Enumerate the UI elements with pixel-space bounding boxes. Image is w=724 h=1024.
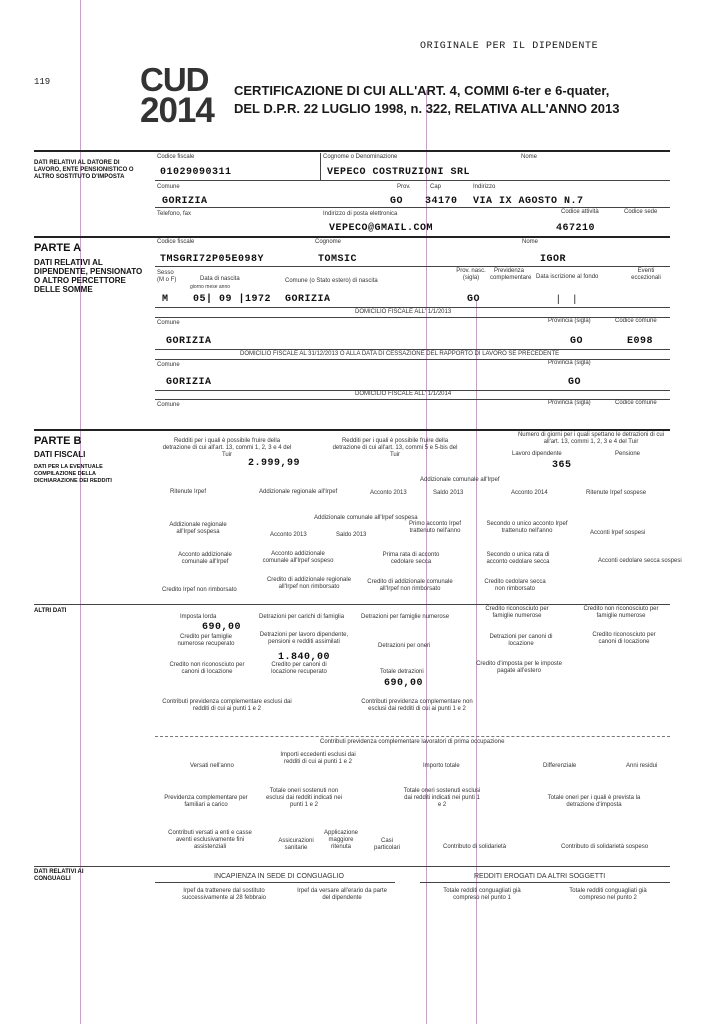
a-dom3-codice-label: Codice comune	[615, 400, 657, 406]
a-dom2-prov-value: GO	[568, 377, 582, 388]
ad-detr-oneri-label: Detrazioni per oneri	[378, 643, 431, 649]
b-credito-add-com-label: Credito di addizionale comunale all'Irpef non rimborsato	[367, 579, 453, 592]
ad-credito-famiglie-label: Credito riconosciuto per famiglie numerose	[485, 606, 549, 619]
parte-a-title: PARTE A	[34, 242, 82, 254]
a-eventi-label: Eventi eccezionali	[631, 268, 661, 281]
b-pensione-label: Pensione	[615, 451, 641, 457]
datore-prov-value: GO	[390, 196, 404, 207]
datore-indirizzo-value: VIA IX AGOSTO N.7	[473, 196, 584, 207]
ad-detr-carichi-label: Detrazioni per carichi di famiglia	[259, 614, 345, 620]
ad-anni-residui-label: Anni residui	[626, 763, 658, 769]
ad-contributi-casse-label: Contributi versati a enti e casse aventi esclusivamente fini assistenziali	[168, 830, 252, 850]
ad-contributi-label: Contributi previdenza complementare esclusi dai redditi di cui ai punti 1 e 2	[162, 699, 292, 712]
a-cognome-value: TOMSIC	[318, 254, 358, 265]
ad-assicurazioni-label: Assicurazioni sanitarie	[278, 838, 314, 851]
a-dom1-prov-value: GO	[570, 336, 584, 347]
form-title	[234, 82, 620, 118]
rule	[320, 153, 321, 181]
ad-importi-eccedenti-label: Importi eccedenti esclusi dai redditi di cui ai punti 1 e 2	[280, 752, 356, 765]
datore-email-value: VEPECO@GMAIL.COM	[329, 223, 434, 234]
b-f2-label: Redditi per i quali è possibile fruire della detrazione di cui all'art. 13, commi 5 e 5-bis del Tuir	[332, 438, 458, 458]
datore-indirizzo-label: Indirizzo	[473, 184, 496, 190]
ad-totale-detr-value: 690,00	[384, 678, 424, 689]
a-dom2-comune-value: GORIZIA	[166, 377, 212, 388]
b-credito-irpef-label: Credito Irpef non rimborsato	[162, 587, 237, 593]
cg-incapienza-header: INCAPIENZA IN SEDE DI CONGUAGLIO	[214, 873, 344, 880]
title-line2: DEL D.P.R. 22 LUGLIO 1998, n. 322, RELATIVA ALL'ANNO 2013	[234, 101, 620, 116]
datore-sede-label: Codice sede	[624, 209, 658, 215]
ad-credito-estero-label: Credito d'imposta per le imposte pagate all'estero	[476, 661, 562, 674]
cg-totale-redditi-label: Totale redditi conguagliati già compreso nel punto 1	[443, 888, 521, 901]
a-dom3-comune-label: Comune	[157, 402, 180, 408]
ad-imposta-lorda-label: Imposta lorda	[180, 614, 217, 620]
rule	[420, 882, 670, 883]
b-credito-add-reg-label: Credito di addizionale regionale all'Irpef non rimborsato	[266, 577, 352, 590]
ad-totale-oneri-detr-label: Totale oneri per i quali è prevista la detrazione d'imposta	[547, 795, 641, 808]
a-dom3-header: DOMICILIO FISCALE ALL' 1/1/2014	[355, 391, 452, 397]
a-nome-value: IGOR	[540, 254, 567, 265]
a-cf-label: Codice fiscale	[157, 239, 195, 245]
b-add-regionale-label: Addizionale regionale all'Irpef	[259, 489, 338, 495]
cg-totale-redditi2-label: Totale redditi conguagliati già compreso nel punto 2	[569, 888, 647, 901]
datore-cognome-label: Cognome o Denominazione	[323, 154, 398, 160]
a-dom1-codice-label: Codice comune	[615, 318, 657, 324]
b-add-reg-header: Addizionale comunale all'Irpef	[420, 477, 500, 483]
a-dom2-comune-label: Comune	[157, 362, 180, 368]
cud-logo	[140, 61, 220, 130]
datore-side-label: DATI RELATIVI AL DATORE DI LAVORO, ENTE PENSIONISTICO O ALTRO SOSTITUTO D'IMPOSTA	[34, 160, 134, 180]
a-dom1-codice-value: E098	[627, 336, 654, 347]
cg-redditi-header: REDDITI EROGATI DA ALTRI SOGGETTI	[474, 873, 606, 880]
rule	[34, 150, 670, 152]
ad-credito-canoni-non-label: Credito non riconosciuto per canoni di locazione	[169, 662, 245, 675]
rule	[155, 207, 670, 208]
a-data-nascita-value: 05| 09 |1972	[193, 294, 272, 305]
a-cf-value: TMSGRI72P05E098Y	[160, 254, 265, 265]
b-giorni-label: Numero di giorni per i quali spettano le detrazioni di cui all'art. 13, commi 1, 2, 3 e 4 del Tuir	[517, 432, 665, 445]
a-comune-nascita-value: GORIZIA	[285, 294, 331, 305]
page-number: 119	[34, 77, 51, 87]
rule	[155, 180, 670, 181]
logo-year: 2014	[140, 91, 214, 130]
datore-attivita-label: Codice attività	[561, 209, 599, 215]
ad-casi-particolari-label: Casi particolari	[373, 838, 400, 851]
ad-prima-occ-header: Contributi previdenza complementare lavoratori di prima occupazione	[320, 739, 505, 745]
b-lavoro-label: Lavoro dipendente	[512, 451, 562, 457]
a-data-nascita-label: Data di nascita	[200, 276, 240, 282]
a-dom2-prov-label: Provincia (sigla)	[548, 360, 591, 366]
b-seconda-rata-label: Secondo o unica rata di acconto cedolare secca	[486, 552, 550, 565]
title-line1: CERTIFICAZIONE DI CUI ALL'ART. 4, COMMI 6-ter e 6-quater,	[234, 83, 610, 98]
b-acconto-add-com-sosp-label: Acconto addizionale comunale all'Irpef sospeso	[262, 551, 334, 564]
ad-contributo-sol-sospeso-label: Contributo di solidarietà sospeso	[561, 844, 649, 850]
ad-credito-canoni-label: Credito riconosciuto per canoni di locazione	[592, 632, 656, 645]
b-add-com-sospesa-header: Addizionale comunale all'Irpef sospesa	[314, 515, 418, 521]
parte-b-subtitle: DATI FISCALI	[34, 450, 86, 459]
logo-cud: CUD	[140, 61, 209, 98]
b-secondo-acconto-label: Secondo o unico acconto Irpef trattenuto nell'anno	[486, 521, 568, 534]
altri-dati-side-label: ALTRI DATI	[34, 608, 67, 614]
parte-b-title: PARTE B	[34, 435, 82, 447]
datore-telefono-label: Telefono, fax	[157, 211, 192, 217]
ad-credito-fam-recup-label: Credito per famiglie numerose recuperato	[177, 634, 235, 647]
a-iscrizione-label: Data iscrizione al fondo	[536, 274, 599, 280]
parte-b-side-note: DATI PER LA EVENTUALE COMPILAZIONE DELLA DICHIARAZIONE DEI REDDITI	[34, 464, 112, 484]
rule	[155, 882, 395, 883]
b-f1-label: Redditi per i quali è possibile fruire della detrazione di cui all'art. 13, commi 1, 2, 3 e 4 del Tuir	[162, 438, 292, 458]
b-saldo2013-sosp-label: Saldo 2013	[336, 532, 367, 538]
copy-note: ORIGINALE PER IL DIPENDENTE	[420, 41, 599, 52]
rule	[155, 736, 670, 737]
ad-detr-fam-numerose-label: Detrazioni per famiglie numerose	[361, 614, 450, 620]
rule	[155, 307, 670, 308]
rule	[155, 266, 670, 267]
b-saldo2013-label: Saldo 2013	[433, 490, 464, 496]
b-acconto-add-com-label: Acconto addizionale comunale all'Irpef	[178, 552, 232, 565]
datore-prov-label: Prov.	[397, 184, 411, 190]
ad-credito-canoni-recup-label: Credito per canoni di locazione recuperato	[271, 662, 327, 675]
ad-differenziale-label: Differenziale	[543, 763, 577, 769]
b-primo-acconto-label: Primo acconto Irpef trattenuto nell'anno	[408, 521, 462, 534]
ad-totale-detr-label: Totale detrazioni	[380, 669, 424, 675]
ad-totale-oneri-esclusi-label: Totale oneri sostenuti esclusi dai redditi indicati nei punti 1 e 2	[403, 788, 481, 808]
ad-detr-lavoro-value: 1.840,00	[278, 652, 331, 663]
a-prov-nascita-value: GO	[467, 294, 481, 305]
b-add-reg-sospesa-label: Addizionale regionale all'Irpef sospesa	[169, 522, 227, 535]
b-ritenute-label: Ritenute Irpef	[170, 489, 207, 495]
datore-cf-label: Codice fiscale	[157, 154, 195, 160]
cg-irpef-trattenere-label: Irpef da trattenere dal sostituto successivamente al 28 febbraio	[181, 888, 267, 901]
rule	[155, 349, 670, 350]
rule	[34, 236, 670, 238]
a-sesso-value: M	[162, 294, 169, 305]
rule	[34, 866, 670, 867]
a-iscrizione-boxes: | |	[557, 294, 577, 305]
datore-comune-value: GORIZIA	[162, 196, 208, 207]
datore-cap-label: Cap	[430, 184, 442, 190]
rule	[155, 359, 670, 360]
ad-imposta-lorda-value: 690,00	[202, 622, 242, 633]
a-dom1-comune-label: Comune	[157, 320, 180, 326]
cg-irpef-versare-label: Irpef da versare all'erario da parte del dipendente	[297, 888, 387, 901]
ad-detr-canoni-label: Detrazioni per canoni di locazione	[489, 634, 553, 647]
a-dom3-prov-label: Provincia (sigla)	[548, 400, 591, 406]
a-comune-nascita-label: Comune (o Stato estero) di nascita	[285, 278, 378, 284]
rule	[155, 317, 670, 318]
b-acconti-sospesi-label: Acconti Irpef sospesi	[590, 530, 646, 536]
rule	[34, 429, 670, 431]
ad-applicazione-label: Applicazione maggiore ritenuta	[323, 830, 359, 850]
ad-contributo-solidarieta-label: Contributo di solidarietà	[443, 844, 507, 850]
conguaglio-side-label: DATI RELATIVI AI CONGUAGLI	[34, 869, 84, 882]
a-nome-label: Nome	[522, 239, 539, 245]
ad-totale-oneri-non-label: Totale oneri sostenuti non esclusi dai redditi indicati nei punti 1 e 2	[265, 788, 343, 808]
b-acconti-cedolare-label: Acconti cedolare secca sospesi	[598, 558, 682, 564]
datore-comune-label: Comune	[157, 184, 180, 190]
a-dom1-header: DOMICILIO FISCALE ALL' 1/1/2013	[355, 309, 452, 315]
a-cognome-label: Cognome	[315, 239, 342, 245]
ad-versati-label: Versati nell'anno	[190, 763, 234, 769]
a-dom1-prov-label: Provincia (sigla)	[548, 318, 591, 324]
a-dom1-comune-value: GORIZIA	[166, 336, 212, 347]
datore-nome-label: Nome	[521, 154, 538, 160]
ad-contributi-non-label: Contributi previdenza complementare non esclusi dai redditi di cui ai punti 1 e 2	[361, 699, 473, 712]
parte-a-side-label: DATI RELATIVI AL DIPENDENTE, PENSIONATO O ALTRO PERCETTORE DELLE SOMME	[34, 258, 143, 294]
b-ritenute-sospese-label: Ritenute Irpef sospese	[586, 490, 647, 496]
a-dom2-header: DOMICILIO FISCALE AL 31/12/2013 O ALLA DATA DI CESSAZIONE DEL RAPPORTO DI LAVORO SE PRECEDENTE	[240, 351, 560, 357]
ad-detr-lavoro-label: Detrazioni per lavoro dipendente, pensioni e redditi assimilati	[259, 632, 349, 645]
b-acconto2013-sosp-label: Acconto 2013	[270, 532, 307, 538]
b-acconto2013-label: Acconto 2013	[370, 490, 407, 496]
b-credito-cedolare-label: Credito cedolare secca non rimborsato	[484, 579, 546, 592]
b-prima-rata-label: Prima rata di acconto cedolare secca	[382, 552, 440, 565]
a-previdenza-label: Previdenza complementare	[490, 268, 532, 281]
ad-credito-non-ric-label: Credito non riconosciuto per famiglie numerose	[583, 606, 659, 619]
ad-importo-totale-label: Importo totale	[423, 763, 460, 769]
datore-attivita-value: 467210	[556, 223, 596, 234]
b-lavoro-value: 365	[552, 460, 572, 471]
b-f1-value: 2.999,99	[248, 458, 301, 469]
a-sesso-label: Sesso (M o F)	[157, 270, 177, 283]
datore-denominazione-value: VEPECO COSTRUZIONI SRL	[327, 167, 471, 178]
datore-email-label: Indirizzo di posta elettronica	[323, 211, 398, 217]
rule	[155, 399, 670, 400]
ad-prev-familiari-label: Previdenza complementare per familiari a carico	[164, 795, 248, 808]
a-gma-label: giorno mese anno	[190, 284, 231, 290]
datore-cap-value: 34170	[425, 196, 458, 207]
b-acconto2014-label: Acconto 2014	[511, 490, 548, 496]
a-prov-nascita-label: Prov. nasc. (sigla)	[456, 268, 486, 281]
rule	[34, 604, 670, 605]
datore-cf-value: 01029090311	[160, 167, 232, 178]
